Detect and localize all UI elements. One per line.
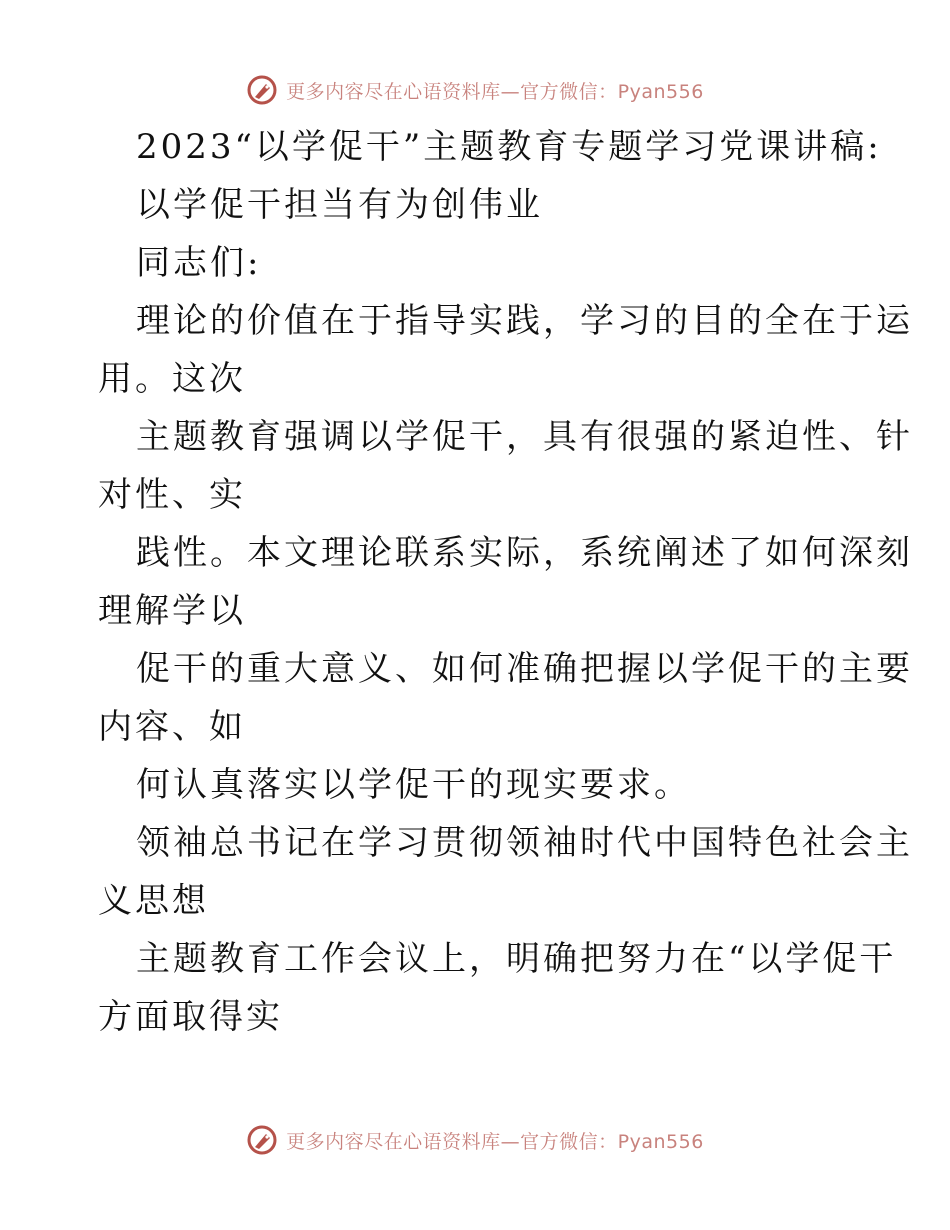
text-line: 理论的价值在于指导实践，学习的目的全在于运 [136,301,913,341]
pen-nib-icon [246,74,278,106]
watermark-footer [0,1120,950,1160]
text-line: 何认真落实以学促干的现实要求。 [136,765,691,805]
text-line: 践性。本文理论联系实际，系统阐述了如何深刻 [136,533,913,573]
document-body [98,118,913,1046]
text-line: 方面取得实 [98,997,283,1037]
pen-nib-icon [246,1124,278,1156]
text-line: 用。这次 [98,359,246,399]
watermark-text: 更多内容尽在心语资料库—官方微信：Pyan556 [286,1130,704,1153]
text-line: 主题教育工作会议上，明确把努力在“以学促干 [136,939,897,979]
text-line: 内容、如 [98,707,246,747]
text-line: 促干的重大意义、如何准确把握以学促干的主要 [136,649,913,689]
text-line: 义思想 [98,881,209,921]
watermark-text: 更多内容尽在心语资料库—官方微信：Pyan556 [286,80,704,103]
text-line: 理解学以 [98,591,246,631]
text-line: 对性、实 [98,475,246,515]
text-line: 2023“以学促干”主题教育专题学习党课讲稿: [136,127,882,167]
text-line: 领袖总书记在学习贯彻领袖时代中国特色社会主 [136,823,913,863]
watermark-header [0,70,950,110]
text-line: 同志们: [136,243,262,283]
text-line: 主题教育强调以学促干，具有很强的紧迫性、针 [136,417,913,457]
text-line: 以学促干担当有为创伟业 [136,185,543,225]
